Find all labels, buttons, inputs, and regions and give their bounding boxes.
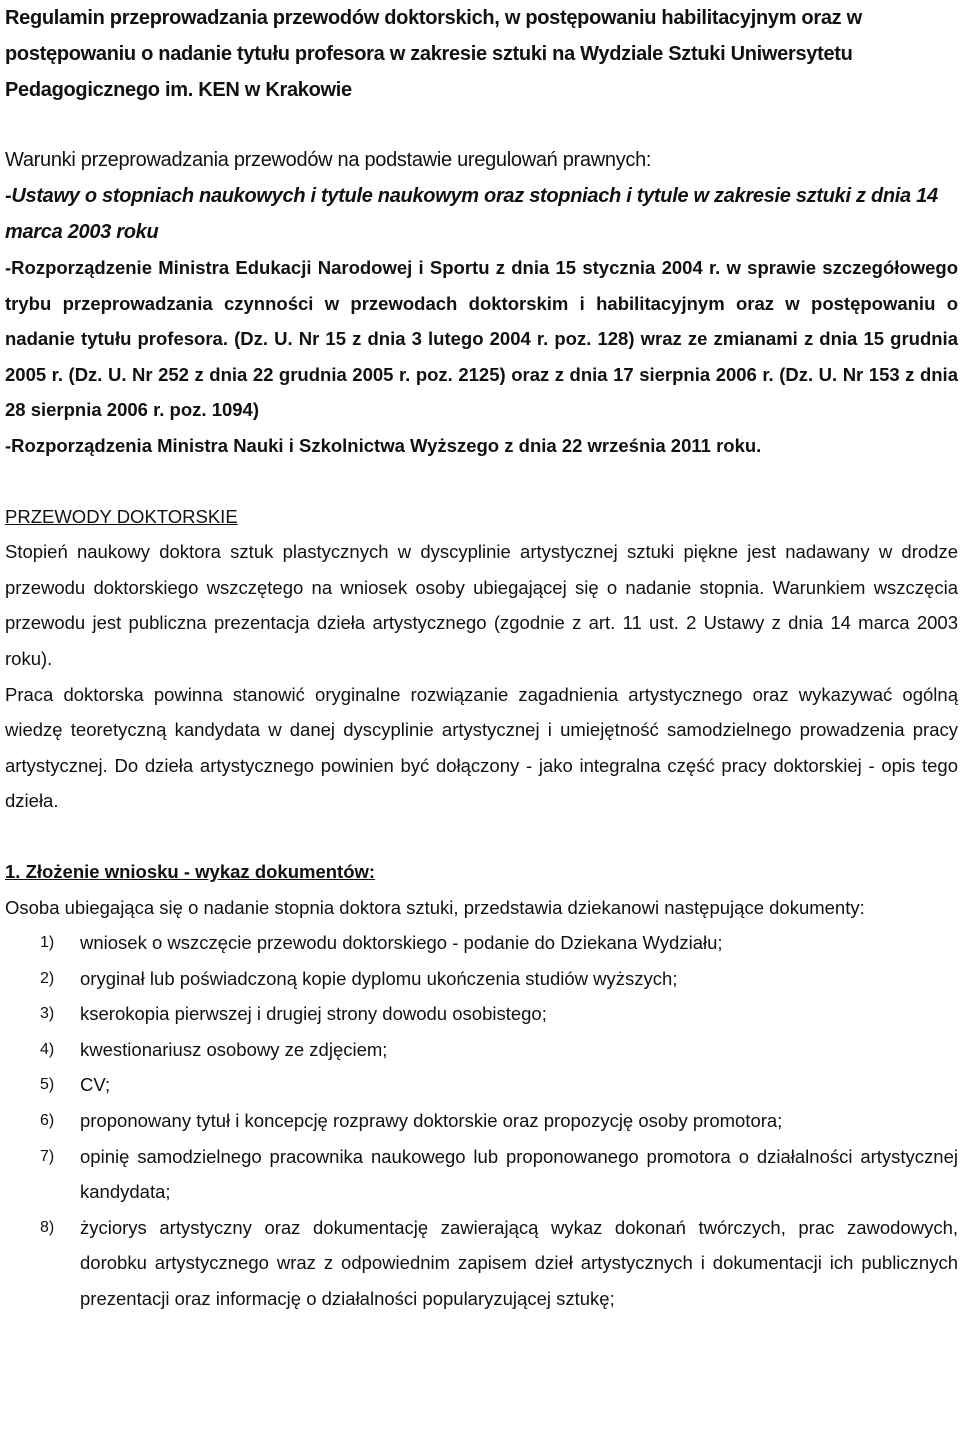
list-item	[5, 1103, 958, 1139]
list-item-text: CV;	[80, 1074, 111, 1096]
list-item	[5, 925, 958, 961]
application-heading: 1. Złożenie wniosku - wykaz dokumentów:	[5, 860, 376, 882]
list-item-number: 1)	[40, 934, 55, 952]
list-item-number: 2)	[40, 969, 55, 987]
list-item	[5, 1210, 958, 1317]
list-item-number: 4)	[40, 1040, 55, 1058]
list-item-number: 3)	[40, 1005, 55, 1023]
section-paragraph-1: Stopień naukowy doktora sztuk plastycznych w dyscyplinie artystycznej sztuki piękne jest nadawany w drodze przewodu doktorskiego wszczętego na wniosek osoby ubiegającej się o nadanie stopnia. Warunkiem wszczęcia przewodu jest publiczna prezentacja dzieła artystycznego (zgodnie z art. 11 ust. 2 Ustawy z dnia 14 marca 2003 roku).	[5, 541, 958, 669]
list-item-text: wniosek o wszczęcie przewodu doktorskiego - podanie do Dziekana Wydziału;	[80, 932, 723, 954]
list-item-text: proponowany tytuł i koncepcję rozprawy doktorskie oraz propozycję osoby promotora;	[80, 1110, 783, 1132]
legal-basis-regulation-1: -Rozporządzenie Ministra Edukacji Narodowej i Sportu z dnia 15 stycznia 2004 r. w sprawie szczegółowego trybu przeprowadzania czynności w przewodach doktorskim i habilitacyjnym oraz w postępowaniu o nadanie tytułu profesora. (Dz. U. Nr 15 z dnia 3 lutego 2004 r. poz. 128) wraz ze zmianami z dnia 15 grudnia 2005 r. (Dz. U. Nr 252 z dnia 22 grudnia 2005 r. poz. 2125) oraz z dnia 17 sierpnia 2006 r. (Dz. U. Nr 153 z dnia 28 sierpnia 2006 r. poz. 1094)	[5, 257, 958, 421]
documents-list	[5, 925, 958, 1317]
list-item	[5, 1139, 958, 1210]
legal-basis-act: -Ustawy o stopniach naukowych i tytule naukowym oraz stopniach i tytule w zakresie sztuki z dnia 14 marca 2003 roku	[5, 185, 938, 243]
list-item-number: 8)	[40, 1218, 55, 1236]
legal-basis-regulation-2: -Rozporządzenia Ministra Nauki i Szkolnictwa Wyższego z dnia 22 września 2011 roku.	[5, 434, 762, 456]
legal-basis-lead: Warunki przeprowadzania przewodów na podstawie uregulowań prawnych:	[5, 149, 652, 171]
application-intro: Osoba ubiegająca się o nadanie stopnia doktora sztuki, przedstawia dziekanowi następujące dokumenty:	[5, 896, 865, 918]
list-item-text: życiorys artystyczny oraz dokumentację zawierającą wykaz dokonań twórczych, prac zawodowych, dorobku artystycznego wraz z odpowiednim zapisem dzieł artystycznych i dokumentacji ich publicznych prezentacji oraz informację o działalności popularyzującej sztukę;	[80, 1216, 958, 1310]
document-title: Regulamin przeprowadzania przewodów doktorskich, w postępowaniu habilitacyjnym oraz w postępowaniu o nadanie tytułu profesora w zakresie sztuki na Wydziale Sztuki Uniwersytetu Pedagogicznego im. KEN w Krakowie	[5, 7, 862, 101]
list-item-number: 6)	[40, 1112, 55, 1130]
document-body	[5, 250, 958, 1317]
legal-basis	[5, 142, 958, 250]
list-item	[5, 1032, 958, 1068]
document-header	[5, 0, 958, 250]
list-item-text: kserokopia pierwszej i drugiej strony dowodu osobistego;	[80, 1003, 547, 1025]
list-item	[5, 1067, 958, 1103]
list-item-text: oryginał lub poświadczoną kopie dyplomu ukończenia studiów wyższych;	[80, 967, 678, 989]
list-item	[5, 996, 958, 1032]
list-item-text: kwestionariusz osobowy ze zdjęciem;	[80, 1038, 388, 1060]
list-item	[5, 961, 958, 997]
list-item-number: 7)	[40, 1147, 55, 1165]
list-item-text: opinię samodzielnego pracownika naukowego lub proponowanego promotora o działalności artystycznej kandydata;	[80, 1145, 958, 1203]
list-item-number: 5)	[40, 1076, 55, 1094]
section-heading: PRZEWODY DOKTORSKIE	[5, 505, 238, 527]
section-paragraph-2: Praca doktorska powinna stanowić oryginalne rozwiązanie zagadnienia artystycznego oraz wykazywać ogólną wiedzę teoretyczną kandydata w danej dyscyplinie artystycznej i umiejętność samodzielnego prowadzenia pracy artystycznej. Do dzieła artystycznego powinien być dołączony - jako integralna część pracy doktorskiej - opis tego dzieła.	[5, 683, 958, 812]
